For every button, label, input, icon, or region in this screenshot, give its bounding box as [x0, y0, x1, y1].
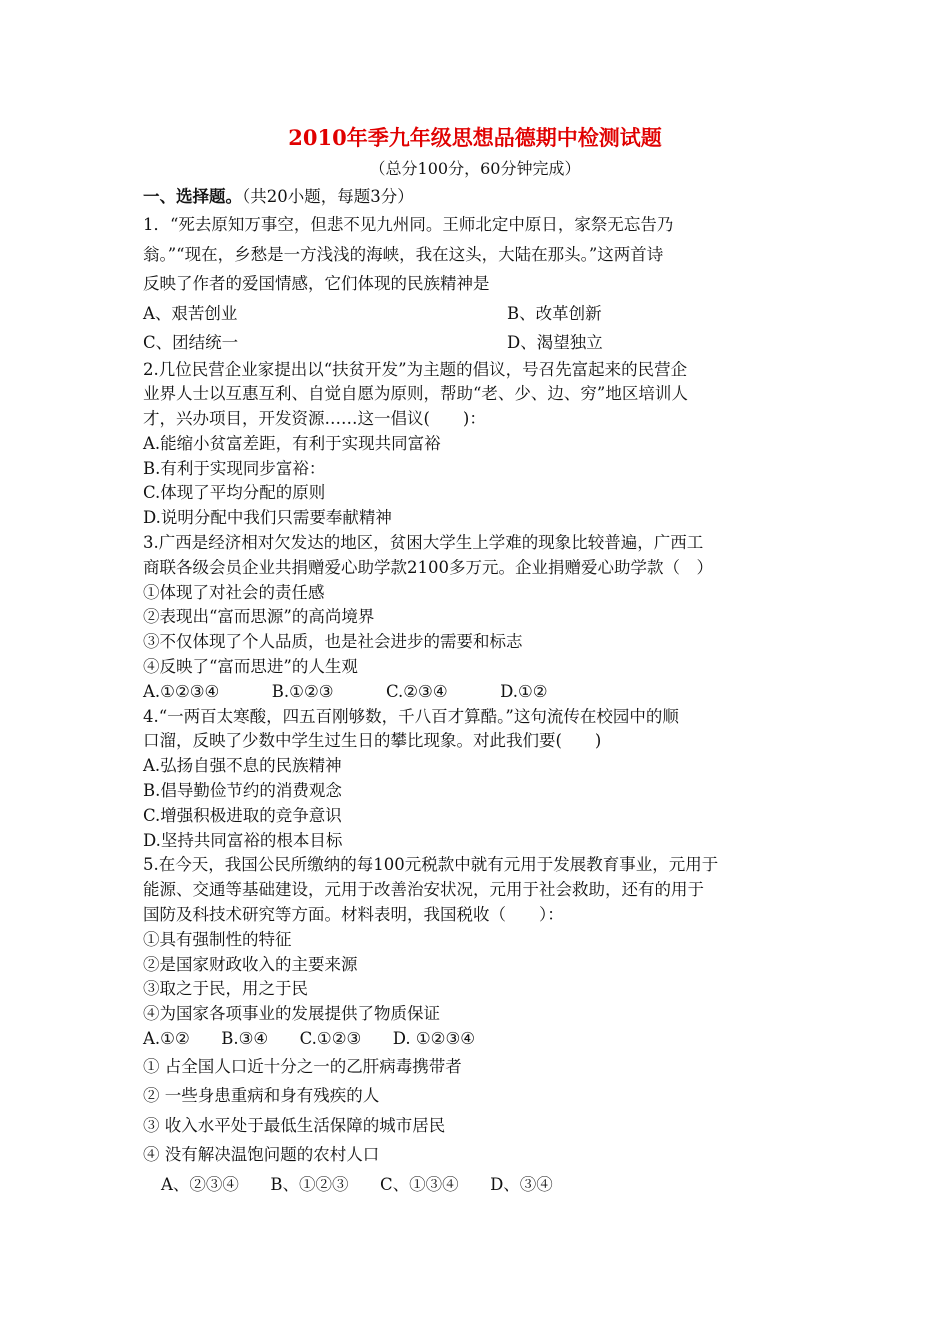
option-row: A.①② B.③④ C.①②③ D. ①②③④ — [143, 1029, 476, 1049]
question-line: 业界人士以互惠互利、自觉自愿为原则，帮助“老、少、边、穷”地区培训人 — [143, 384, 688, 404]
option-b: B.有利于实现同步富裕： — [143, 458, 326, 478]
question-line: 反映了作者的爱国情感，它们体现的民族精神是 — [143, 274, 490, 293]
option-c: C.增强积极进取的竞争意识 — [143, 805, 342, 825]
statement-item: ④为国家各项事业的发展提供了物质保证 — [143, 1004, 440, 1024]
question-line: 口溜，反映了少数中学生过生日的攀比现象。对此我们要( ) — [143, 731, 602, 751]
option-b: B.倡导勤俭节约的消费观念 — [143, 781, 342, 801]
option-a: A.弘扬自强不息的民族精神 — [143, 756, 342, 776]
question-2 — [143, 358, 811, 532]
question-1 — [143, 210, 811, 358]
question-3 — [143, 531, 811, 705]
statement-item: ①具有强制性的特征 — [143, 929, 292, 949]
question-line: 能源、交通等基础建设，元用于改善治安状况，元用于社会救助，还有的用于 — [143, 880, 704, 900]
option-a: A.能缩小贫富差距，有利于实现共同富裕 — [143, 433, 441, 453]
question-line: 5.在今天，我国公民所缴纳的每100元税款中就有元用于发展教育事业，元用于 — [143, 855, 719, 875]
page-title: 2010年季九年级思想品德期中检测试题 — [288, 125, 662, 150]
page-subtitle: （总分100分，60分钟完成） — [369, 159, 581, 178]
option-d: D.说明分配中我们只需要奉献精神 — [143, 508, 392, 528]
statement-item: ③不仅体现了个人品质，也是社会进步的需要和标志 — [143, 632, 523, 652]
question-line: 3.广西是经济相对欠发达的地区，贫困大学生上学难的现象比较普遍，广西工 — [143, 533, 704, 553]
question-line: 1．“死去原知万事空，但悲不见九州同。王师北定中原日，家祭无忘告乃 — [143, 215, 674, 234]
exam-content — [143, 184, 811, 1199]
option-row: A.①②③④ B.①②③ C.②③④ D.①② — [143, 681, 548, 701]
section-note: （共20小题，每题3分） — [242, 187, 414, 206]
statement-item: ②是国家财政收入的主要来源 — [143, 954, 358, 974]
option-row — [143, 328, 811, 358]
statement-item: ④ 没有解决温饱问题的农村人口 — [143, 1145, 380, 1165]
option-d: D.坚持共同富裕的根本目标 — [143, 830, 343, 850]
statement-item: ④反映了“富而思进”的人生观 — [143, 657, 358, 677]
question-line: 才，兴办项目，开发资源……这一倡议( )： — [143, 409, 486, 429]
option-a: A、艰苦创业 — [143, 303, 238, 323]
option-c: C、团结统一 — [143, 333, 239, 352]
section-title: 一、选择题。 — [143, 187, 242, 206]
option-b: B、改革创新 — [507, 303, 602, 323]
statement-item: ③取之于民，用之于民 — [143, 979, 308, 999]
option-row: A、②③④ B、①②③ C、①③④ D、③④ — [161, 1174, 553, 1194]
statement-item: ① 占全国人口近十分之一的乙肝病毒携带者 — [143, 1056, 462, 1076]
option-row — [143, 299, 811, 329]
option-d: D、渴望独立 — [507, 333, 603, 352]
statement-item: ② 一些身患重病和身有残疾的人 — [143, 1086, 380, 1106]
question-line: 翁。”“现在，乡愁是一方浅浅的海峡，我在这头，大陆在那头。”这两首诗 — [143, 244, 664, 264]
question-6 — [143, 1052, 811, 1200]
option-c: C.体现了平均分配的原则 — [143, 483, 326, 503]
section-heading — [143, 184, 811, 210]
statement-item: ③ 收入水平处于最低生活保障的城市居民 — [143, 1115, 446, 1135]
question-line: 商联各级会员企业共捐赠爱心助学款2100多万元。企业捐赠爱心助学款（ ） — [143, 557, 713, 577]
statement-item: ②表现出“富而思源”的高尚境界 — [143, 607, 375, 627]
question-line: 国防及科技术研究等方面。材料表明，我国税收（ ）： — [143, 905, 564, 925]
question-line: 4.“一两百太寒酸，四五百刚够数，千八百才算酷。”这句流传在校园中的顺 — [143, 706, 679, 726]
question-5 — [143, 853, 811, 1051]
question-4 — [143, 705, 811, 854]
question-line: 2.几位民营企业家提出以“扶贫开发”为主题的倡议，号召先富起来的民营企 — [143, 359, 688, 379]
statement-item: ①体现了对社会的责任感 — [143, 582, 325, 602]
